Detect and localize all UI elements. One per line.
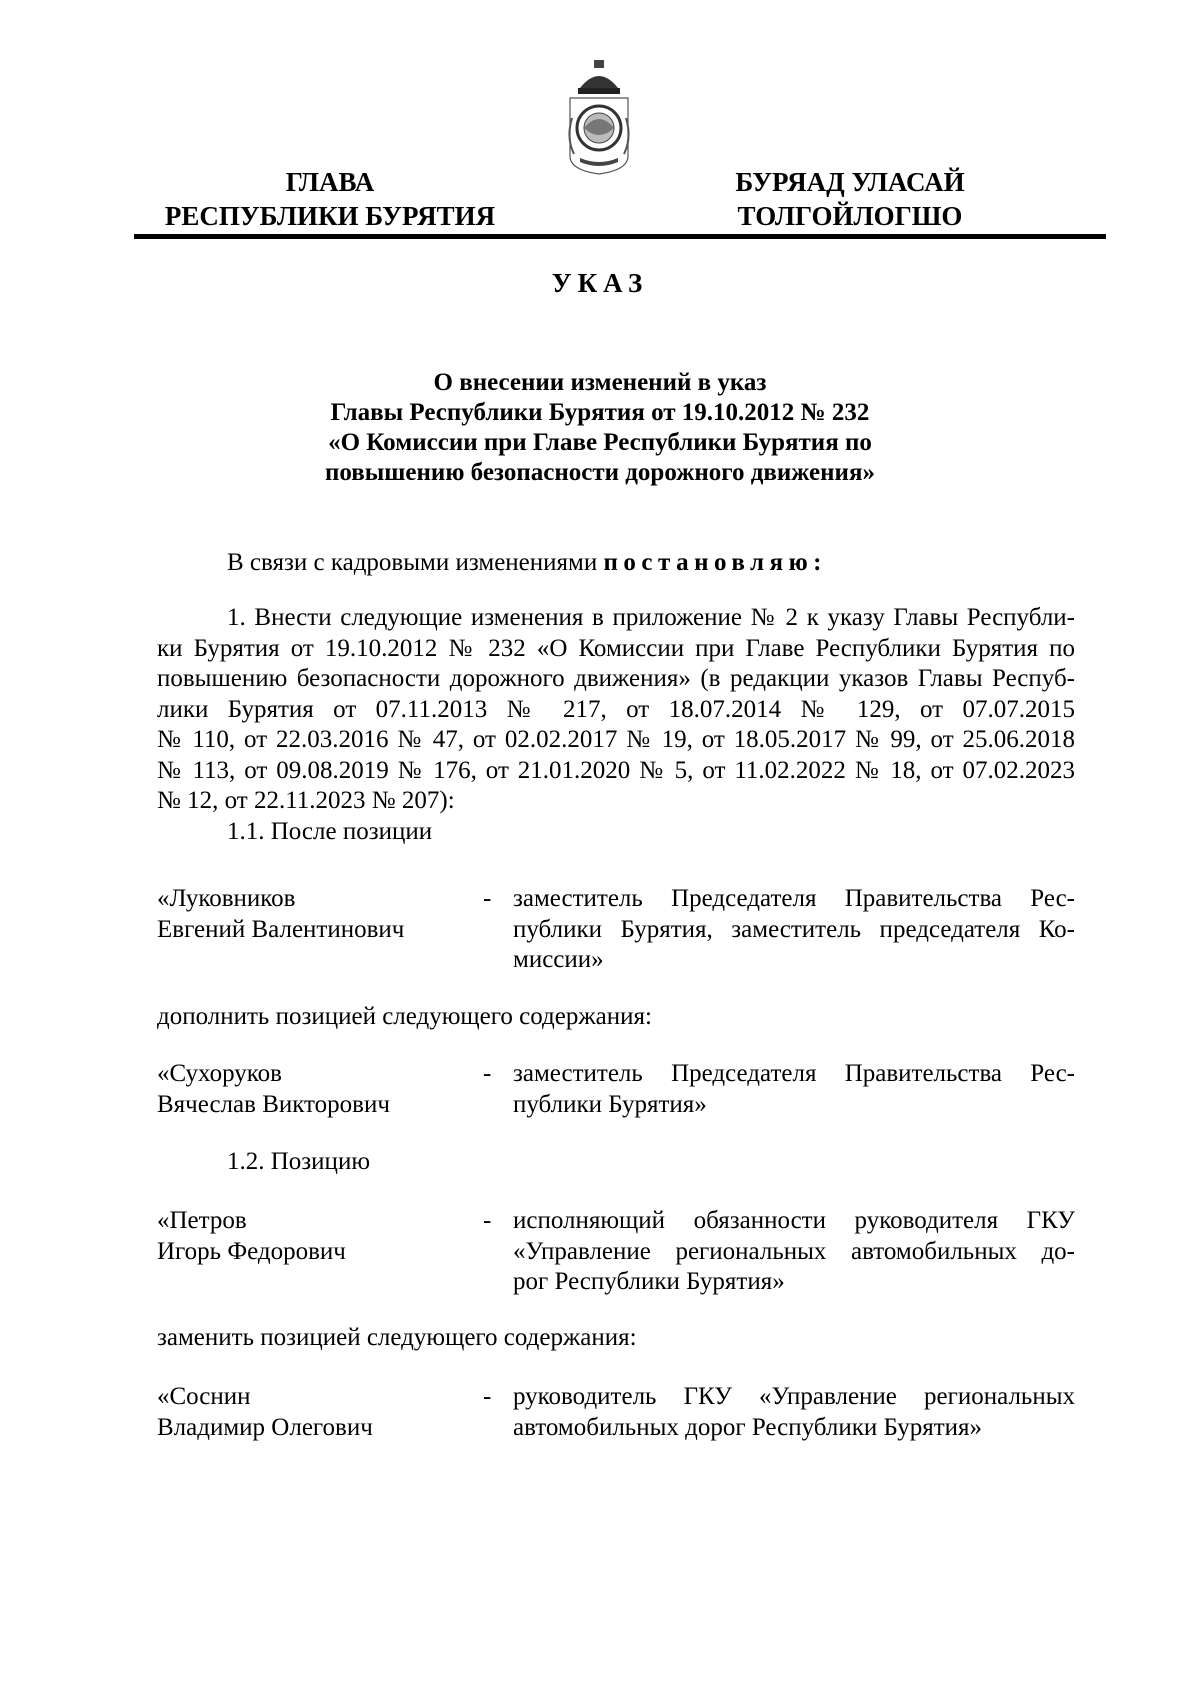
point1-line: № 110, от 22.03.2016 № 47, от 02.02.2017 № 19, от 18.05.2017 № 99, от 25.06.2018 [157,726,1075,753]
issuer-title-line1: ГЛАВА [285,167,375,197]
title-line: О внесении изменений в указ [433,369,767,396]
surname: «Петров [157,1207,247,1234]
person-name [157,1382,487,1443]
person-name [157,1206,487,1267]
separator-dash: - [483,885,492,912]
issuer-title-line2: РЕСПУБЛИКИ БУРЯТИЯ [164,201,496,231]
desc-line: автомобильных дорог Республики Бурятия» [513,1413,983,1441]
intro-text: В связи с кадровыми изменениями [227,549,604,576]
point1-line: повышению безопасности дорожного движения» (в редакции указов Главы Респуб- [157,665,1075,692]
coat-of-arms-icon [566,58,632,176]
surname: «Луковников [157,885,296,912]
separator-dash: - [483,1060,492,1087]
point1-paragraph [157,603,1075,847]
desc-line: руководитель ГКУ «Управление региональных [513,1383,1075,1410]
position-description [513,1059,1075,1120]
issuer-title-buryat-line1: БУРЯАД УЛАСАЙ [735,167,965,197]
point1-line: № 12, от 22.11.2023 № 207): [157,787,455,814]
add-instruction: дополнить позицией следующего содержания: [157,1003,652,1030]
given-names: Игорь Федорович [157,1237,346,1265]
desc-line: исполняющий обязанности руководителя ГКУ [513,1207,1075,1234]
point1-line: 1. Внести следующие изменения в приложение № 2 к указу Главы Республи- [227,604,1075,631]
person-name [157,884,487,945]
point1-line: ки Бурятия от 19.10.2012 № 232 «О Комиссии при Главе Республики Бурятия по [157,634,1075,662]
desc-line: заместитель Председателя Правительства Рес- [513,885,1075,912]
given-names: Евгений Валентинович [157,915,405,943]
resolve-word: постановляю: [603,549,828,576]
desc-line: миссии» [513,946,604,973]
surname: «Сухоруков [157,1060,282,1087]
title-line: «О Комиссии при Главе Республики Бурятия по [328,429,872,456]
person-name [157,1059,487,1120]
document-type: УКАЗ [551,268,649,298]
issuer-title-russian [140,165,520,233]
position-description [513,1206,1075,1298]
document-title [200,368,1000,488]
point1-line: лики Бурятия от 07.11.2013 № 217, от 18.07.2014 № 129, от 07.07.2015 [157,695,1075,723]
point1-line: № 113, от 09.08.2019 № 176, от 21.01.2020 № 5, от 11.02.2022 № 18, от 07.02.2023 [157,756,1075,784]
replace-instruction: заменить позицией следующего содержания: [157,1324,637,1351]
subpoint-1-1: 1.1. После позиции [227,817,433,845]
intro-paragraph [157,548,1075,579]
position-description [513,884,1075,976]
desc-line: публики Бурятия» [513,1090,707,1118]
surname: «Соснин [157,1383,251,1410]
position-description [513,1382,1075,1443]
desc-line: заместитель Председателя Правительства Рес- [513,1060,1075,1087]
desc-line: публики Бурятия, заместитель председателя Ко- [513,915,1075,943]
issuer-title-buryat [700,165,1000,233]
header-divider [134,234,1106,239]
given-names: Вячеслав Викторович [157,1090,390,1118]
title-line: повышению безопасности дорожного движения» [325,459,875,486]
desc-line: «Управление региональных автомобильных до- [513,1237,1075,1265]
separator-dash: - [483,1383,492,1410]
subpoint-1-2: 1.2. Позицию [227,1148,370,1175]
given-names: Владимир Олегович [157,1413,373,1441]
title-line: Главы Республики Бурятия от 19.10.2012 № 232 [330,399,870,426]
separator-dash: - [483,1207,492,1234]
desc-line: рог Республики Бурятия» [513,1268,785,1295]
issuer-title-buryat-line2: ТОЛГОЙЛОГШО [737,201,963,231]
